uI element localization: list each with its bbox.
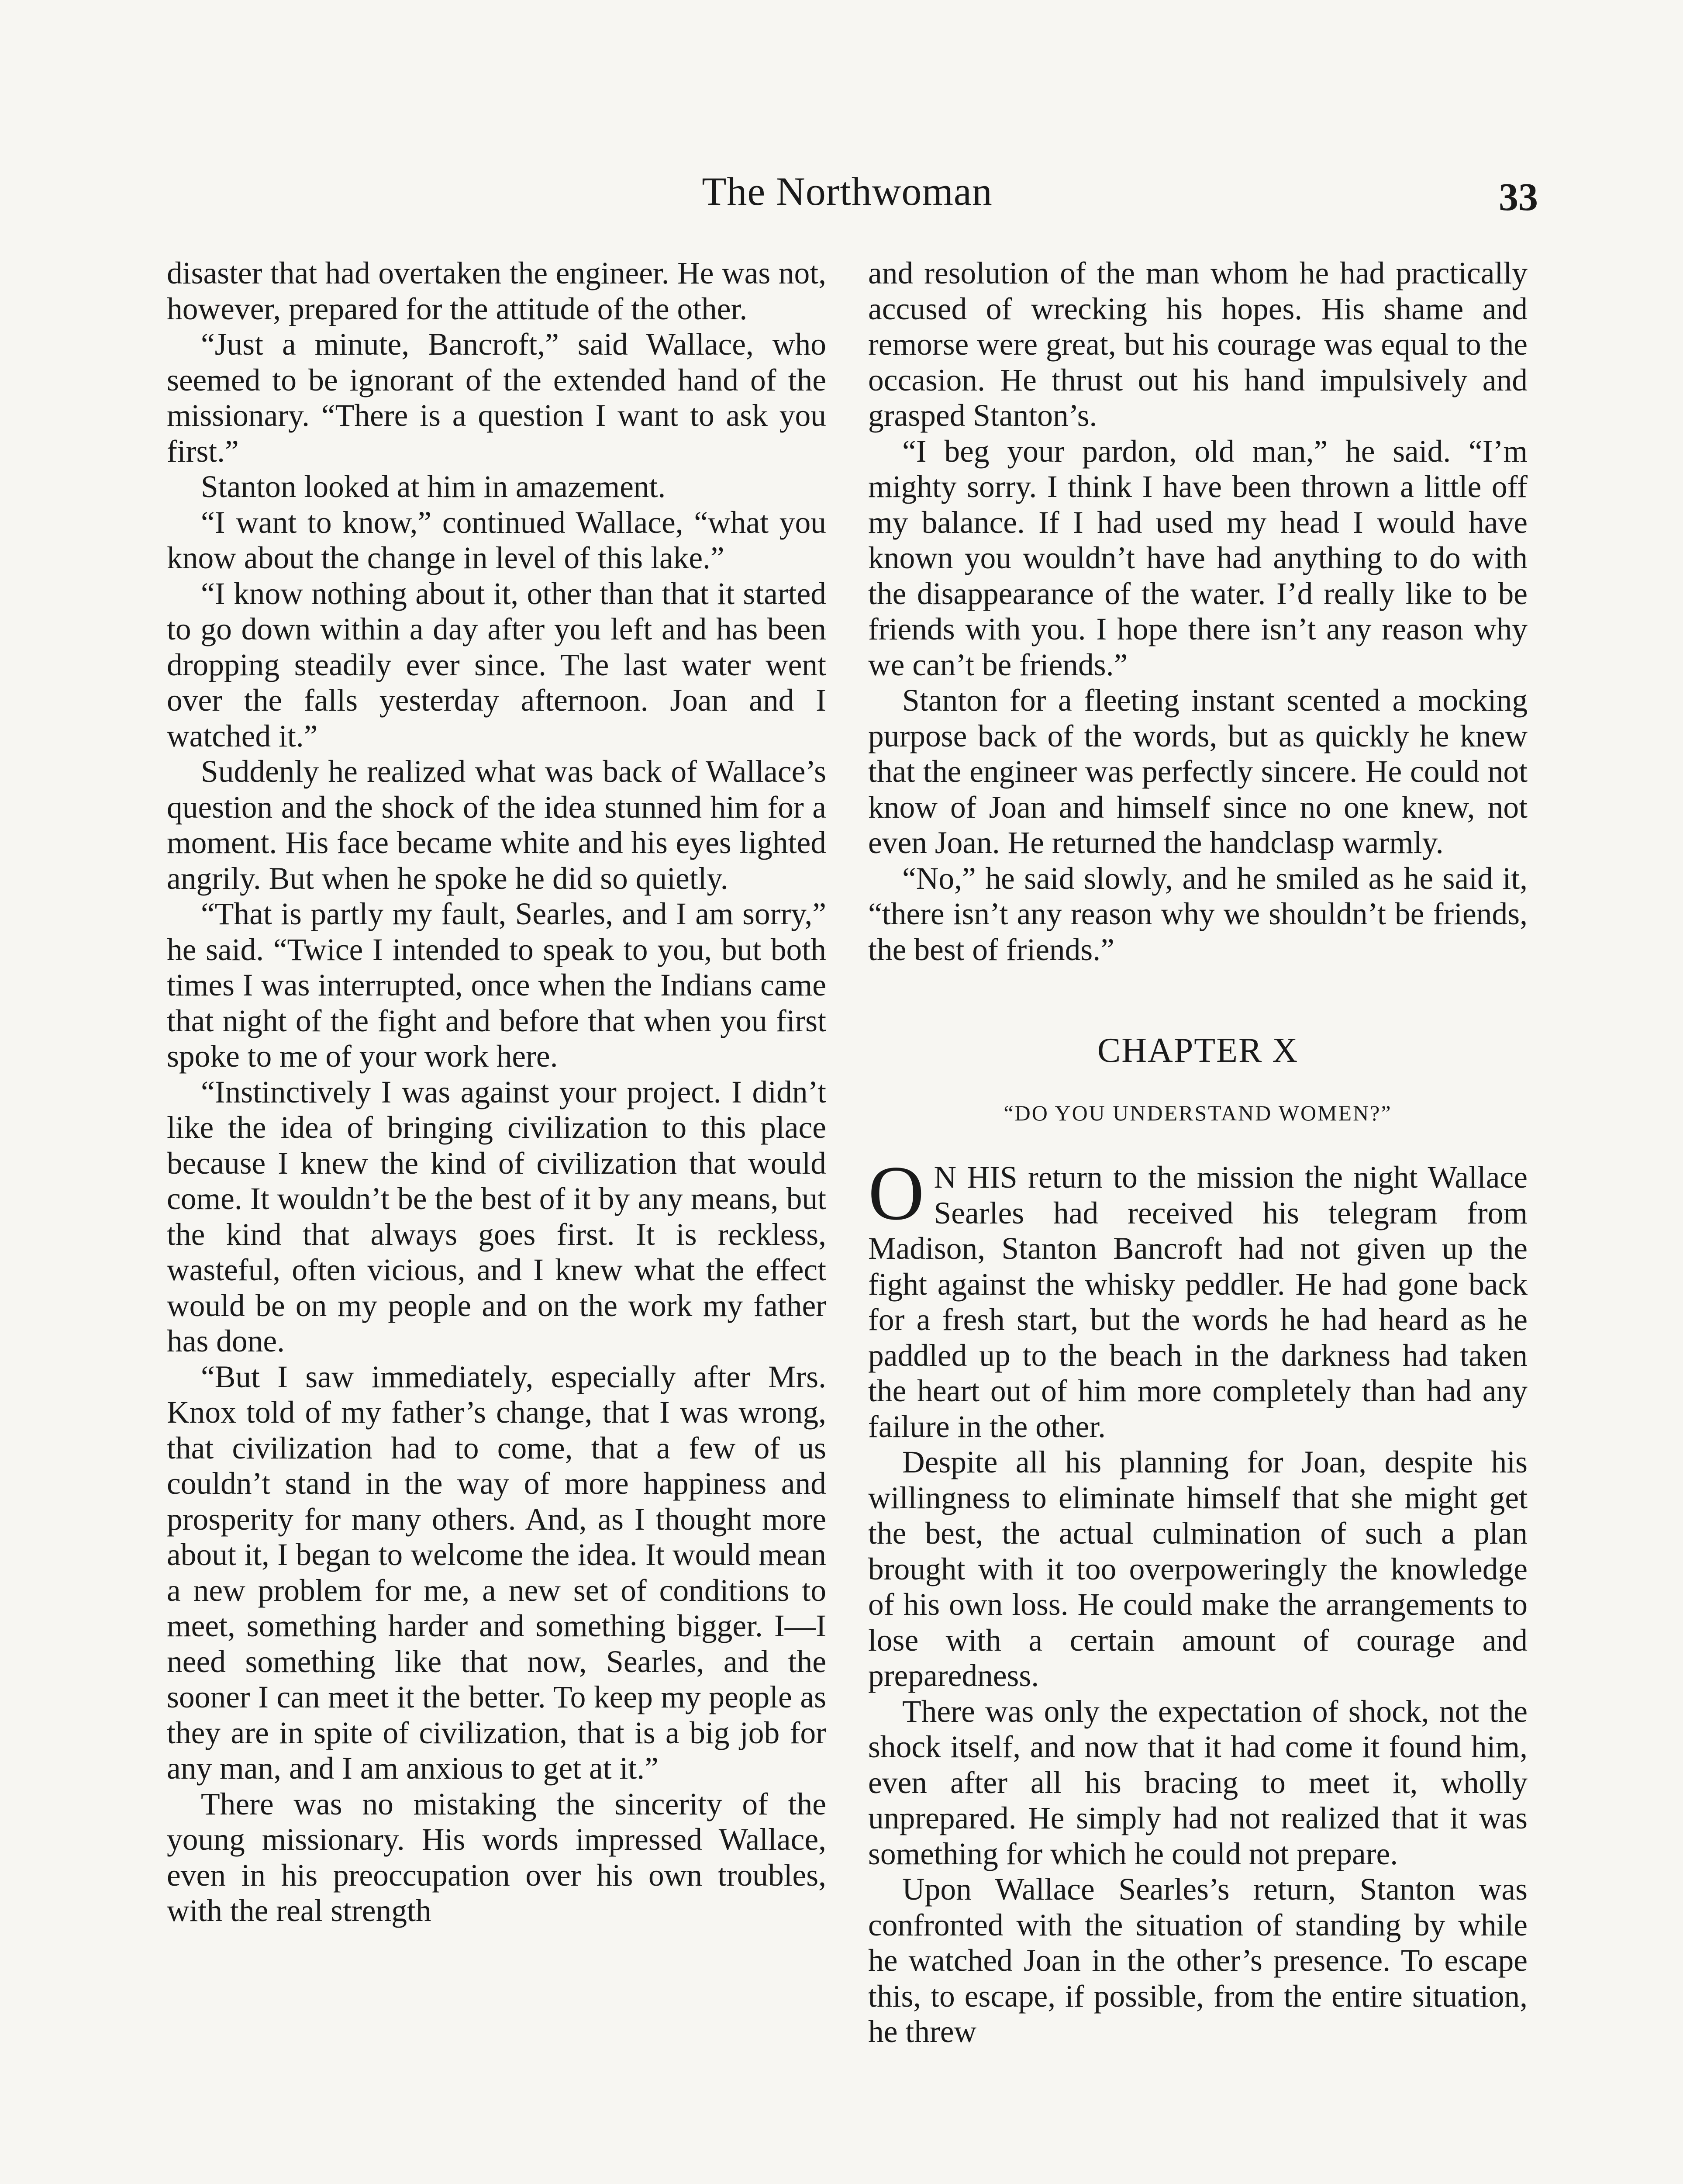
paragraph: There was no mistaking the sincerity of the young missionary. His words impressed Wallace, even in his preoccupation over his own troubles, with the real strength — [167, 1787, 826, 1928]
paragraph: Stanton for a fleeting instant scented a mocking purpose back of the words, but as quickly he knew that the engineer was perfectly sincere. He could not know of Joan and himself since no one knew, not even Joan. He returned the handclasp warmly. — [868, 683, 1528, 860]
paragraph: “That is partly my fault, Searles, and I am sorry,” he said. “Twice I intended to speak to you, but both times I was interrupted, once when the Indians came that night of the fight and before that when you first spoke to me of your work here. — [167, 897, 826, 1074]
paragraph: There was only the expectation of shock, not the shock itself, and now that it had come it found him, even after all his bracing to meet it, wholly unprepared. He simply had not realized that it was something for which he could not prepare. — [868, 1694, 1528, 1871]
paragraph: and resolution of the man whom he had practically accused of wrecking his hopes. His shame and remorse were great, but his courage was equal to the occasion. He thrust out his hand impulsively and grasped Stanton’s. — [868, 256, 1528, 433]
paragraph: “Instinctively I was against your project. I didn’t like the idea of bringing civilization to this place because I knew the kind of civilization that would come. It wouldn’t be the best of it by any means, but the kind that always goes first. It is reckless, wasteful, often vicious, and I knew what the effect would be on my people and on the work my father has done. — [167, 1075, 826, 1358]
paragraph: “But I saw immediately, especially after Mrs. Knox told of my father’s change, that I was wrong, that civilization had to come, that a few of us couldn’t stand in the way of more happiness and prosperity for many others. And, as I thought more about it, I began to welcome the idea. It would mean a new problem for me, a new set of conditions to meet, something harder and something bigger. I—I need something like that now, Searles, and the sooner I can meet it the better. To keep my people as they are in spite of civilization, that is a big job for any man, and I am anxious to get at it.” — [167, 1359, 826, 1786]
paragraph: “Just a minute, Bancroft,” said Wallace, who seemed to be ignorant of the extended hand of the missionary. “There is a question I want to ask you first.” — [167, 327, 826, 469]
page-number: 33 — [1499, 176, 1538, 219]
chapter-heading: CHAPTER X — [1097, 1031, 1299, 1070]
running-head-title: The Northwoman — [702, 169, 993, 214]
right-column — [868, 256, 1528, 2050]
paragraph: Upon Wallace Searles’s return, Stanton was confronted with the situation of standing by while he watched Joan in the other’s presence. To escape this, to escape, if possible, from the entire situation, he threw — [868, 1872, 1528, 2049]
chapter-opening-paragraph — [868, 1150, 1528, 1444]
chapter-subtitle: “DO YOU UNDERSTAND WOMEN?” — [1004, 1101, 1392, 1125]
paragraph: “I know nothing about it, other than that it started to go down within a day after you left and has been dropping steadily ever since. The last water went over the falls yesterday afternoon. Joan and I watched it.” — [167, 576, 826, 753]
opening-small-caps: N HIS — [934, 1160, 1017, 1195]
paragraph: Suddenly he realized what was back of Wallace’s question and the shock of the idea stunned him for a moment. His face became white and his eyes lighted angrily. But when he spoke he did so quietly. — [167, 754, 826, 896]
paragraph: “I beg your pardon, old man,” he said. “I’m mighty sorry. I think I have been thrown a little off my balance. If I had used my head I would have known you wouldn’t have had anything to do with the disappearance of the water. I’d really like to be friends with you. I hope there isn’t any reason why we can’t be friends.” — [868, 434, 1528, 682]
paragraph: “I want to know,” continued Wallace, “what you know about the change in level of this lake.” — [167, 505, 826, 575]
paragraph: Despite all his planning for Joan, despite his willingness to eliminate himself that she might get the best, the actual culmination of such a plan brought with it too overpoweringly the knowledge of his own loss. He could make the arrangements to lose with a certain amount of courage and preparedness. — [868, 1445, 1528, 1693]
drop-cap: O — [868, 1150, 924, 1236]
paragraph: Stanton looked at him in amazement. — [201, 470, 666, 504]
opening-text: return to the mission the night Wallace Searles had received his telegram from Madison, Stanton Bancroft had not given up the fight against the whisky peddler. He had gone back for a fresh start, but the words he had heard as he paddled up to the beach in the darkness had taken the heart out of him more completely than had any failure in the other. — [868, 1160, 1528, 1444]
left-column — [167, 256, 826, 1929]
paragraph: “No,” he said slowly, and he smiled as he said it, “there isn’t any reason why we shouldn’t be friends, the best of friends.” — [868, 861, 1528, 967]
paragraph: disaster that had overtaken the engineer. He was not, however, prepared for the attitude of the other. — [167, 256, 826, 326]
